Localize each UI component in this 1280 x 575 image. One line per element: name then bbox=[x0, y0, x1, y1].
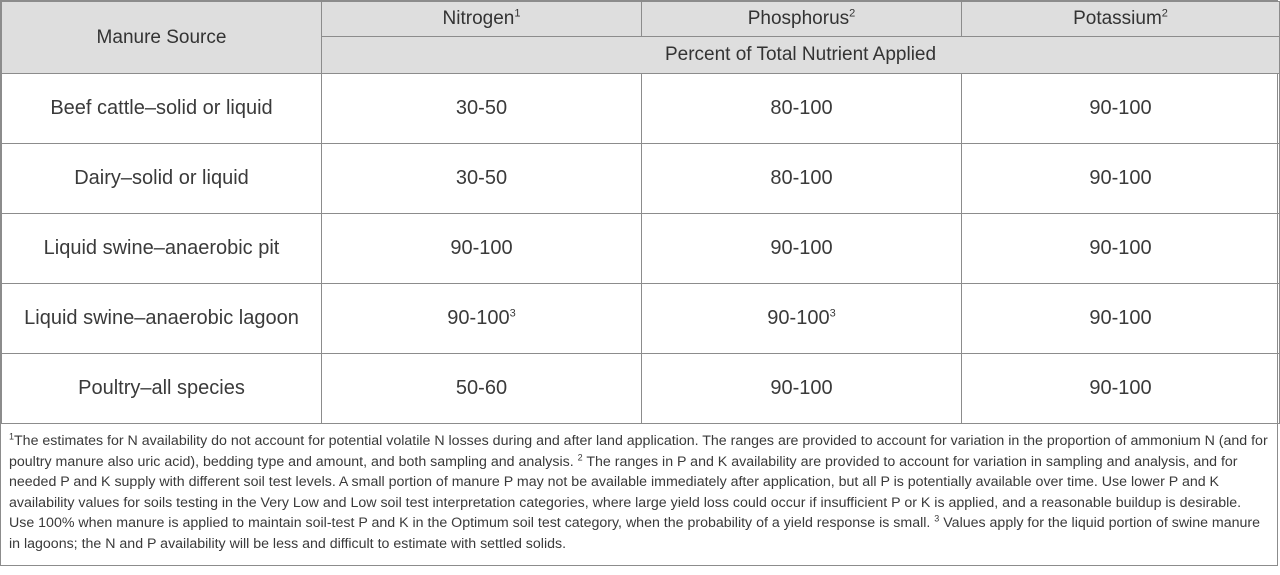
table-row bbox=[2, 74, 1280, 144]
table-row bbox=[2, 354, 1280, 424]
phosphorus-cell: 90-100 bbox=[642, 214, 962, 284]
nitrogen-header: Nitrogen$^1$ bbox=[322, 2, 642, 37]
manure-source-header: Manure Source bbox=[2, 2, 322, 74]
table-header bbox=[2, 2, 1280, 74]
potassium-cell: 90-100 bbox=[962, 144, 1280, 214]
manure-source-cell: Dairy–solid or liquid bbox=[2, 144, 322, 214]
potassium-cell: 90-100 bbox=[962, 354, 1280, 424]
table-row bbox=[2, 214, 1280, 284]
footnote-text-2: The ranges in P and K availability are provided to account for variation in sampling and analysis, and for needed P and K supply with different soil test levels. A small portion of manure P may not be available immediately after application, but all P is potentially available over time. Use lower P and K availability values for soils testing in the Very Low and Low soil test interpretation categories, where large yield loss could occur if insufficient P or K is applied, and a reasonable buildup is desirable. Use 100% when manure is applied to maintain soil-test P and K in the Optimum soil test category, when the probability of a yield response is small. bbox=[9, 453, 1242, 531]
nitrogen-cell: 30-50 bbox=[322, 144, 642, 214]
manure-source-cell: Beef cattle–solid or liquid bbox=[2, 74, 322, 144]
phosphorus-header: Phosphorus$^2$ bbox=[642, 2, 962, 37]
table-footnote bbox=[1, 424, 1277, 554]
footnote-mark-2: 2 bbox=[577, 451, 583, 462]
nitrogen-cell: $90-100^3$ bbox=[322, 284, 642, 354]
footnote-mark-3: 3 bbox=[934, 513, 940, 524]
phosphorus-cell: 80-100 bbox=[642, 74, 962, 144]
phosphorus-cell: $90-100^3$ bbox=[642, 284, 962, 354]
potassium-cell: 90-100 bbox=[962, 214, 1280, 284]
nitrogen-cell: 30-50 bbox=[322, 74, 642, 144]
table-body bbox=[2, 74, 1280, 424]
nitrogen-cell: 90-100 bbox=[322, 214, 642, 284]
footnote-mark-1: 1 bbox=[9, 431, 15, 442]
nutrient-availability-table bbox=[1, 1, 1280, 424]
potassium-cell: 90-100 bbox=[962, 74, 1280, 144]
potassium-cell: 90-100 bbox=[962, 284, 1280, 354]
percent-subheader: Percent of Total Nutrient Applied bbox=[322, 37, 1280, 74]
table-row bbox=[2, 144, 1280, 214]
phosphorus-cell: 90-100 bbox=[642, 354, 962, 424]
manure-source-cell: Poultry–all species bbox=[2, 354, 322, 424]
manure-source-cell: Liquid swine–anaerobic pit bbox=[2, 214, 322, 284]
footnote-text-3: Values apply for the liquid portion of swine manure in lagoons; the N and P availability will be less and difficult to estimate with settled solids. bbox=[9, 515, 1261, 552]
table-row bbox=[2, 284, 1280, 354]
phosphorus-cell: 80-100 bbox=[642, 144, 962, 214]
potassium-header: Potassium$^2$ bbox=[962, 2, 1280, 37]
manure-source-cell: Liquid swine–anaerobic lagoon bbox=[2, 284, 322, 354]
footnote-text-1: The estimates for N availability do not account for potential volatile N losses during and after land application. The ranges are provided to account for variation in the proportion of ammonium N (and for poultry manure also uric acid), bedding type and amount, and both sampling and analysis. bbox=[9, 433, 1268, 470]
nitrogen-cell: 50-60 bbox=[322, 354, 642, 424]
